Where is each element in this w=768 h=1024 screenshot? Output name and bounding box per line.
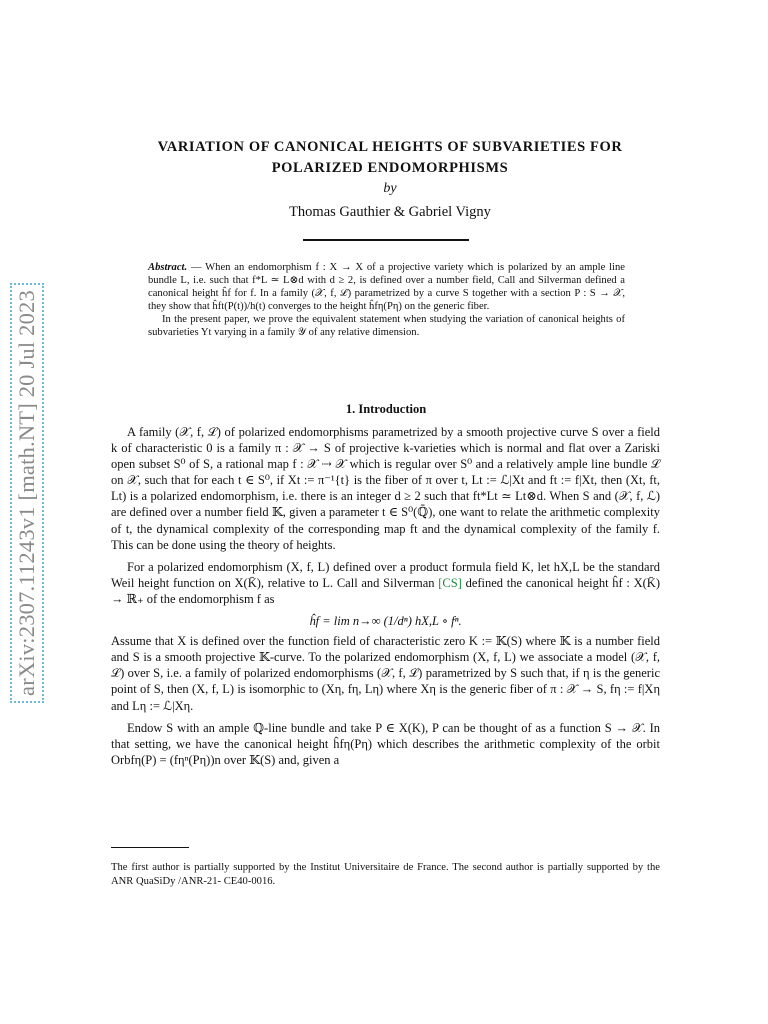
intro-paragraph-2 bbox=[111, 559, 660, 607]
authors: Thomas Gauthier & Gabriel Vigny bbox=[289, 204, 491, 220]
paper-title-line-1: VARIATION OF CANONICAL HEIGHTS OF SUBVARIETIES FOR bbox=[157, 139, 623, 155]
footnote: The first author is partially supported by the Institut Universitaire de France. The second author is partially supported by the ANR QuaSiDy /ANR-21- CE40-0016. bbox=[111, 862, 660, 887]
section-heading: 1. Introduction bbox=[345, 402, 427, 416]
abstract-text-1: — When an endomorphism f : X → X of a projective variety which is polarized by an ample line bundle L, i.e. such that f*L ≃ L⊗d with d ≥ 2, is defined over a number field, Call and Silverman defined a canonical height ĥf for f. In a family (𝒳, f, ℒ) parametrized by a curve S together with a section P : S → 𝒳, they show that ĥft(P(t))/h(t) converges to the height ĥfη(Pη) on the generic fiber. bbox=[148, 262, 625, 313]
abstract-paragraph-2: In the present paper, we prove the equivalent statement when studying the variation of canonical heights of subvarieties Yt varying in a family 𝒴 of any relative dimension. bbox=[148, 314, 625, 339]
abstract-heading: Abstract. bbox=[148, 262, 188, 273]
arxiv-identifier-stamp bbox=[10, 283, 44, 703]
paper-title bbox=[100, 137, 680, 179]
arxiv-identifier-text: arXiv:2307.11243v1 [math.NT] 20 Jul 2023 bbox=[14, 290, 39, 696]
citation-link-cs[interactable]: [CS] bbox=[438, 575, 462, 590]
paper-title-line-2: POLARIZED ENDOMORPHISMS bbox=[271, 160, 509, 176]
intro-paragraph-2-text-b: defined the canonical height ĥf : X(K̄) → ℝ₊ of the endomorphism f as bbox=[111, 575, 660, 606]
intro-paragraph-3: Assume that X is defined over the function field of characteristic zero K := 𝕂(S) where 𝕂 is a number field and S is a smooth projective 𝕂-curve. To the polarized endomorphism (X, f, L) we associate a model (𝒳, f, ℒ) over S, i.e. a family of polarized endomorphisms (𝒳, f, ℒ) parametrized by S such that, if η is the generic point of S, then (X, f, L) is isomorphic to (Xη, fη, Lη) where Xη is the generic fiber of π : 𝒳 → S, fη := f|Xη and Lη := ℒ|Xη. bbox=[111, 634, 660, 713]
canonical-height-formula: ĥf = lim n→∞ (1/dⁿ) hX,L ∘ fⁿ. bbox=[309, 614, 462, 629]
by-line: by bbox=[383, 181, 397, 196]
footnote-divider bbox=[111, 847, 189, 848]
title-divider bbox=[303, 239, 469, 241]
intro-paragraph-1: A family (𝒳, f, ℒ) of polarized endomorphisms parametrized by a smooth projective curve S over a field k of characteristic 0 is a family π : 𝒳 → S of projective k-varieties which is normal and flat over a Zariski open subset S⁰ of S, a rational map f : 𝒳 ⇢ 𝒳 which is regular over S⁰ and a relatively ample line bundle ℒ on 𝒳, such that for each t ∈ S⁰, if Xt := π⁻¹{t} is the fiber of π over t, Lt := ℒ|Xt and ft := f|Xt, then (Xt, ft, Lt) is a polarized endomorphism, i.e. there is an integer d ≥ 2 such that ft*Lt ≃ Lt⊗d. When S and (𝒳, f, ℒ) are defined over a number field 𝕂, given a parameter t ∈ S⁰(ℚ̄), one want to relate the arithmetic complexity of t, the dynamical complexity of the corresponding map ft and the dynamical complexity of the family f. This can be done using the theory of heights. bbox=[111, 425, 660, 552]
abstract bbox=[148, 261, 625, 340]
introduction-body bbox=[111, 424, 660, 774]
intro-paragraph-4: Endow S with an ample ℚ-line bundle and take P ∈ X(K), P can be thought of as a function S → 𝒳. In that setting, we have the canonical height ĥfη(Pη) which describes the arithmetic complexity of the orbit Orbfη(P) = (fηⁿ(Pη))n over 𝕂(S) and, given a bbox=[111, 720, 660, 767]
intro-paragraph-2-text-a: For a polarized endomorphism (X, f, L) defined over a product formula field K, let hX,L be the standard Weil height function on X(K̄), relative to L. Call and Silverman bbox=[111, 559, 660, 590]
abstract-paragraph-1 bbox=[148, 261, 625, 313]
